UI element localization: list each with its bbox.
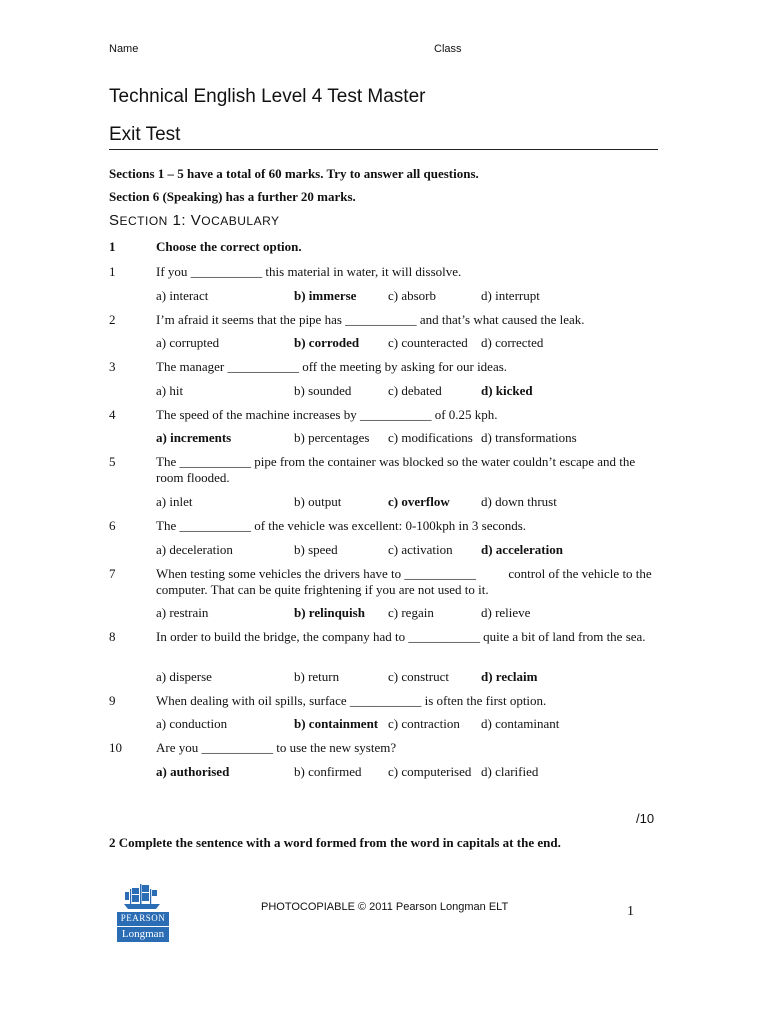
question-number: 7 <box>109 566 116 581</box>
page-title: Technical English Level 4 Test Master <box>109 86 426 107</box>
answer-option: d) interrupt <box>481 288 540 303</box>
answer-option: c) debated <box>388 383 442 398</box>
question-number: 3 <box>109 359 116 374</box>
answer-option: b) speed <box>294 542 338 557</box>
answer-option: b) output <box>294 494 342 509</box>
answer-option: c) contraction <box>388 716 460 731</box>
answer-option: b) corroded <box>294 335 360 350</box>
footer-copyright: PHOTOCOPIABLE © 2011 Pearson Longman ELT <box>261 901 509 913</box>
answer-option: c) overflow <box>388 494 450 509</box>
answer-option: c) computerised <box>388 764 472 779</box>
intro-line-1: Sections 1 – 5 have a total of 60 marks. Try to answer all questions. <box>109 166 479 181</box>
question-text: When testing some vehicles the drivers have to ___________ control of the vehicle to the computer. That can be quite frightening if you are not used to it. <box>156 566 655 597</box>
answer-option: d) kicked <box>481 383 533 398</box>
answer-option: b) sounded <box>294 383 352 398</box>
question-number: 9 <box>109 693 116 708</box>
answer-option: a) inlet <box>156 494 193 509</box>
answer-option: d) down thrust <box>481 494 557 509</box>
logo-line-2: Longman <box>121 928 165 940</box>
title-divider <box>109 149 658 150</box>
class-label: Class <box>434 43 462 55</box>
question-text: In order to build the bridge, the company had to ___________ quite a bit of land from the sea. <box>156 629 646 644</box>
answer-option: d) reclaim <box>481 669 538 684</box>
answer-option: a) restrain <box>156 605 209 620</box>
question-text: The ___________ pipe from the container was blocked so the water couldn’t escape and the room flooded. <box>156 454 639 485</box>
question-text: The speed of the machine increases by ___________ of 0.25 kph. <box>156 407 498 422</box>
instruction-text: Choose the correct option. <box>156 239 302 254</box>
answer-option: a) hit <box>156 383 184 398</box>
answer-option: d) corrected <box>481 335 544 350</box>
question-number: 2 <box>109 312 116 327</box>
question-text: The ___________ of the vehicle was excellent: 0-100kph in 3 seconds. <box>156 518 527 533</box>
page-subtitle: Exit Test <box>109 124 181 145</box>
score-total: /10 <box>636 811 655 826</box>
answer-option: c) activation <box>388 542 453 557</box>
answer-option: a) interact <box>156 288 209 303</box>
answer-option: b) percentages <box>294 430 370 445</box>
answer-option: c) construct <box>388 669 450 684</box>
answer-option: d) acceleration <box>481 542 563 557</box>
question-number: 10 <box>109 740 122 755</box>
question-number: 1 <box>109 264 116 279</box>
answer-option: d) clarified <box>481 764 539 779</box>
instruction-number: 1 <box>109 239 116 254</box>
intro-line-2: Section 6 (Speaking) has a further 20 marks. <box>109 189 356 204</box>
page-number: 1 <box>627 904 634 919</box>
part2-instruction: 2 Complete the sentence with a word formed from the word in capitals at the end. <box>109 835 561 850</box>
name-label: Name <box>109 43 139 55</box>
pearson-longman-logo <box>115 880 171 944</box>
answer-option: c) modifications <box>388 430 473 445</box>
answer-option: a) authorised <box>156 764 230 779</box>
answer-option: a) deceleration <box>156 542 233 557</box>
answer-option: a) disperse <box>156 669 212 684</box>
question-text: I’m afraid it seems that the pipe has ___________ and that’s what caused the leak. <box>156 312 585 327</box>
answer-option: d) contaminant <box>481 716 560 731</box>
answer-option: b) containment <box>294 716 379 731</box>
question-number: 4 <box>109 407 116 422</box>
question-text: Are you ___________ to use the new system? <box>156 740 397 755</box>
answer-option: b) relinquish <box>294 605 365 620</box>
answer-option: d) relieve <box>481 605 531 620</box>
answer-option: c) counteracted <box>388 335 468 350</box>
answer-option: a) corrupted <box>156 335 220 350</box>
answer-option: d) transformations <box>481 430 577 445</box>
answer-option: a) conduction <box>156 716 228 731</box>
question-number: 5 <box>109 454 116 469</box>
question-text: The manager ___________ off the meeting by asking for our ideas. <box>156 359 508 374</box>
answer-option: b) return <box>294 669 340 684</box>
answer-option: c) regain <box>388 605 434 620</box>
question-text: When dealing with oil spills, surface ___________ is often the first option. <box>156 693 547 708</box>
logo-line-1: PEARSON <box>120 913 166 923</box>
answer-option: c) absorb <box>388 288 437 303</box>
answer-option: b) confirmed <box>294 764 362 779</box>
question-text: If you ___________ this material in water, it will dissolve. <box>156 264 462 279</box>
answer-option: b) immerse <box>294 288 357 303</box>
question-number: 8 <box>109 629 116 644</box>
question-number: 6 <box>109 518 116 533</box>
section-heading: SECTION 1: VOCABULARY <box>109 212 280 229</box>
answer-option: a) increments <box>156 430 232 445</box>
